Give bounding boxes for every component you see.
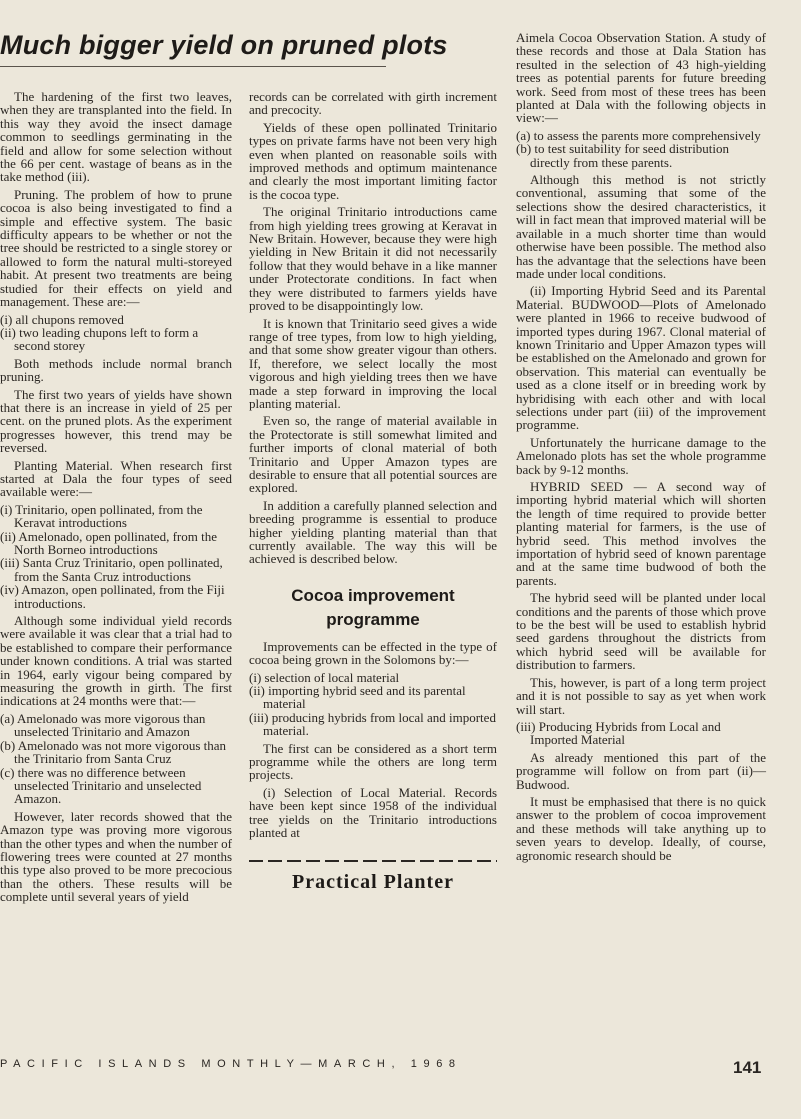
paragraph: (i) Selection of Local Material. Records have been kept since 1958 of the individual tree yields on the Trinitario introductions planted at (249, 784, 497, 841)
list-item: (i) selection of local material (249, 669, 400, 685)
paragraph: Unfortunately the hurricane damage to the Amelonado plots has set the whole programme back by 9-12 months. (516, 434, 766, 477)
paragraph: Planting Material. When research first started at Dala the four types of seed available were:— (0, 457, 232, 500)
page-number: 141 (733, 1058, 762, 1077)
paragraph: Even so, the range of material available in the Protectorate is still somewhat limited and further imports of clonal material of both Trinitario and Upper Amazon types are desirable to ensure that all potential sources are explored. (249, 413, 497, 496)
section-heading (249, 584, 497, 632)
paragraph: As already mentioned this part of the programme will follow on from part (ii)—Budwood. (516, 749, 766, 792)
list-item: (c) there was no difference between unselected Trinitario and unselected Amazon. (0, 764, 202, 807)
paragraph: The original Trinitario introductions came from high yielding trees growing at Keravat in New Britain. However, because they were high yielding in New Britain it did not necessarily follow that they would behave in a like manner under Protectorate conditions. In fact when they were distributed to farmers yields have proved to be disappointingly low. (249, 204, 497, 314)
list-item: (iii) producing hybrids from local and imported material. (249, 709, 496, 739)
paragraph: Although some individual yield records were available it was clear that a trial had to be established to compare their performance under known conditions. A trial was started in 1964, early vigour being compared by measuring the growth in girth. The first indications at 24 months were that:— (0, 613, 232, 709)
paragraph: records can be correlated with girth increment and precocity. (249, 89, 497, 118)
paragraph: However, later records showed that the Amazon type was proving more vigorous than the other types and when the number of flowering trees were counted at 27 months this type also proved to be more precocious than the others. These results will be complete until several years of yield (0, 808, 232, 905)
paragraph: The first two years of yields have shown that there is an increase in yield of 25 per cent. on the pruned plots. As the experiment progresses however, this trend may be reversed. (0, 386, 232, 456)
running-footer: PACIFIC ISLANDS MONTHLY—MARCH, 1968 (0, 1058, 462, 1070)
list-item: (a) to assess the parents more comprehensively (516, 127, 761, 143)
paragraph: (ii) Importing Hybrid Seed and its Parental Material. BUDWOOD—Plots of Amelonado were planted in 1966 to receive budwood of imported types during 1967. Clonal material of known Trinitario and Upper Amazon types will be established on the Amelonado and grown for observation. This material can eventually be used as a clone itself or in breeding work by hybridising with each other and with local selections under part (iii) of the improvement programme. (516, 283, 766, 433)
paragraph: The first can be considered as a short term programme while the others are long term projects. (249, 740, 497, 783)
paragraph: In addition a carefully planned selection and breeding programme is essential to produce higher yielding planting material than that currently available. The way this will be achieved is described below. (249, 497, 497, 567)
list-item: (ii) Amelonado, open pollinated, from the North Borneo introductions (0, 528, 217, 557)
paragraph: Yields of these open pollinated Trinitario types on private farms have not been very high even when planted on reasonable soils with improved methods and optimum maintenance and clearly the most important limiting factor is the cocoa type. (249, 119, 497, 202)
list-item: (i) Trinitario, open pollinated, from the Keravat introductions (0, 501, 203, 531)
paragraph: Both methods include normal branch pruning. (0, 355, 232, 385)
paragraph: Improvements can be effected in the type of cocoa being grown in the Solomons by:— (249, 638, 497, 668)
section-heading-line: programme (326, 609, 420, 629)
list-item: (ii) importing hybrid seed and its parental material (249, 683, 466, 712)
paragraph: The hardening of the first two leaves, when they are transplanted into the field. In this way they avoid the insect damage common to seedlings germinating in the field and allow for some selection without the 66 per cent. wastage of beans as in the take method (iii). (0, 89, 232, 185)
column-3 (516, 31, 766, 1051)
paragraph: HYBRID SEED — A second way of importing hybrid material which will shorten the length of time required to provide better planting material for farmers, is the use of hybrid seed. This method involves the importation of hybrid seed of known parentage and at the same time budwood of both the parents. (516, 479, 766, 588)
paragraph: It is known that Trinitario seed gives a wide range of tree types, from low to high yielding, and that some show greater vigour than others. If, therefore, we select locally the most vigorous and high yielding trees then we have made a step forward in improving the local planting material. (249, 315, 497, 411)
paragraph: Although this method is not strictly conventional, assuming that some of the selections show the desired characteristics, it will in fact mean that improved material will be available in a much shorter time than would otherwise have been possible. The method also has the advantage that the selections have been made under local conditions. (516, 172, 766, 281)
list-item: (a) Amelonado was more vigorous than unselected Trinitario and Amazon (0, 710, 206, 740)
list-item: (iii) Producing Hybrids from Local and Imported Material (516, 718, 721, 748)
list-item: (iii) Santa Cruz Trinitario, open pollinated, from the Santa Cruz introductions (0, 555, 223, 584)
column-2 (249, 90, 497, 1045)
section-masthead: Practical Planter (292, 870, 454, 893)
list-item: (ii) two leading chupons left to form a second storey (0, 324, 199, 354)
headline-rule (0, 66, 386, 67)
paragraph: Pruning. The problem of how to prune cocoa is also being investigated to find a simple and effective system. The basic difficulty appears to be whether or not the tree should be restricted to a single storey or allowed to form the natural multi-storeyed habit. At present two treatments are being studied for their effects on yield and management. These are:— (0, 186, 232, 310)
column-1 (0, 90, 232, 1045)
list-item: (b) to test suitability for seed distribution directly from these parents. (516, 141, 730, 170)
list-item: (b) Amelonado was not more vigorous than the Trinitario from Santa Cruz (0, 737, 227, 767)
paragraph: Aimela Cocoa Observation Station. A study of these records and those at Dala Station has resulted in the selection of 43 high-yielding trees as potential parents for future breeding work. Seed from most of these trees has been planted at Dala with the following objects in view:— (516, 30, 766, 126)
section-heading-line: Cocoa improvement (291, 585, 455, 605)
dashed-divider (249, 860, 497, 862)
article-headline: Much bigger yield on pruned plots (0, 30, 448, 60)
list-item: (i) all chupons removed (0, 311, 124, 327)
paragraph: This, however, is part of a long term project and it is not possible to say as yet when work will start. (516, 674, 766, 717)
paragraph: It must be emphasised that there is no quick answer to the problem of cocoa improvement and these methods will take anything up to seven years to develop. Ideally, of course, agronomic research should be (516, 793, 766, 863)
list-item: (iv) Amazon, open pollinated, from the Fiji introductions. (0, 582, 225, 611)
paragraph: The hybrid seed will be planted under local conditions and the parents of those which prove to be the best will be used to establish hybrid seed gardens throughout the districts from which hybrid seed will be available for distribution to farmers. (516, 590, 766, 673)
